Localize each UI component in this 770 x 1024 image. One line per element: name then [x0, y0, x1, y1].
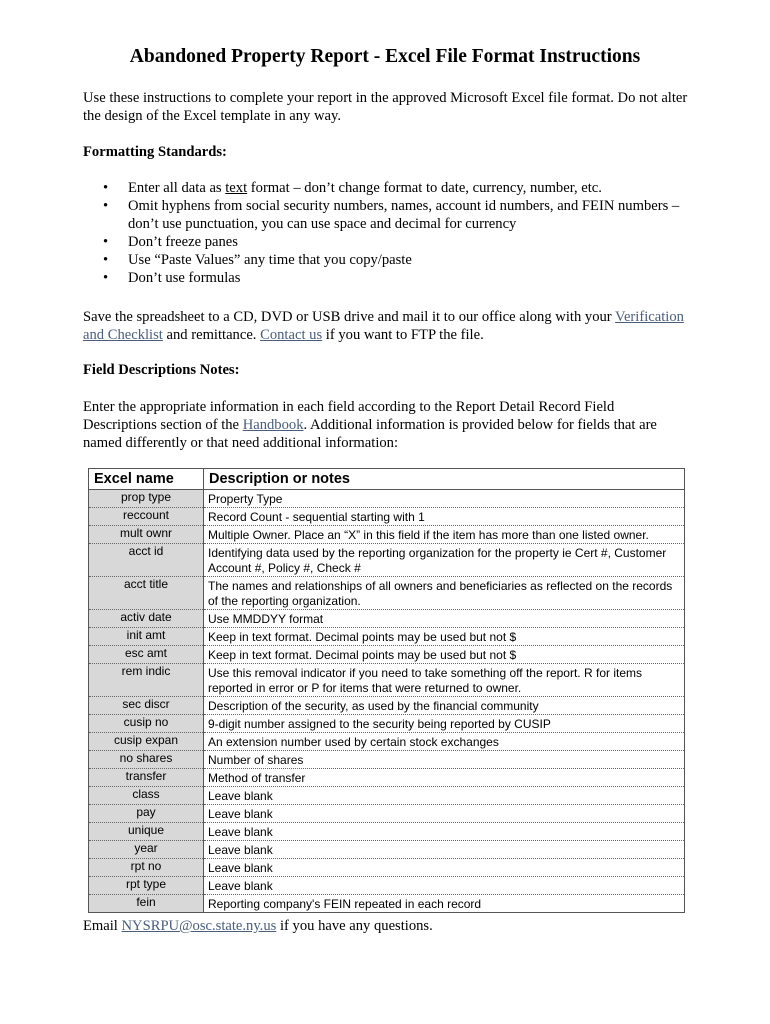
excel-name-cell: fein: [89, 895, 204, 913]
description-cell: Use this removal indicator if you need to take something off the report. R for items reported in error or P for items that were returned to owner.: [204, 664, 685, 697]
field-notes-paragraph: Enter the appropriate information in each field according to the Report Detail Record Field Descriptions section of the Handbook. Additional information is provided below for fields that are named differently or that need additional information:: [83, 399, 657, 451]
header-description: Description or notes: [204, 469, 685, 490]
verification-checklist-link[interactable]: Verification and Checklist: [83, 309, 684, 343]
excel-name-cell: pay: [89, 805, 204, 823]
description-cell: Identifying data used by the reporting organization for the property ie Cert #, Customer Account #, Policy #, Check #: [204, 544, 685, 577]
table-row: [89, 628, 685, 646]
description-cell: Reporting company's FEIN repeated in each record: [204, 895, 685, 913]
description-cell: Method of transfer: [204, 769, 685, 787]
table-row: [89, 733, 685, 751]
excel-name-cell: prop type: [89, 490, 204, 508]
table-row: [89, 769, 685, 787]
handbook-link[interactable]: Handbook: [242, 417, 304, 433]
table-row: [89, 697, 685, 715]
text-emphasis: text: [225, 180, 248, 196]
header-excel-name: Excel name: [89, 469, 204, 490]
excel-name-cell: rpt no: [89, 859, 204, 877]
description-cell: Multiple Owner. Place an “X” in this field if the item has more than one listed owner.: [204, 526, 685, 544]
excel-name-cell: unique: [89, 823, 204, 841]
description-cell: Description of the security, as used by the financial community: [204, 697, 685, 715]
page-title: Abandoned Property Report - Excel File Format Instructions: [129, 46, 641, 67]
description-cell: Leave blank: [204, 859, 685, 877]
description-cell: Leave blank: [204, 877, 685, 895]
table-row: [89, 895, 685, 913]
list-item: • Use “Paste Values” any time that you copy/paste: [83, 251, 683, 269]
table-row: [89, 859, 685, 877]
excel-name-cell: year: [89, 841, 204, 859]
table-row: [89, 805, 685, 823]
description-cell: Use MMDDYY format: [204, 610, 685, 628]
excel-name-cell: transfer: [89, 769, 204, 787]
excel-name-cell: reccount: [89, 508, 204, 526]
description-cell: Leave blank: [204, 787, 685, 805]
formatting-heading: Formatting Standards:: [83, 144, 227, 160]
contact-us-link[interactable]: Contact us: [260, 327, 323, 343]
table-header-row: [89, 469, 685, 490]
description-cell: Leave blank: [204, 805, 685, 823]
field-descriptions-table: [88, 468, 685, 913]
table-row: [89, 664, 685, 697]
excel-name-cell: rpt type: [89, 877, 204, 895]
table-row: [89, 751, 685, 769]
description-cell: Leave blank: [204, 823, 685, 841]
excel-name-cell: acct id: [89, 544, 204, 577]
save-paragraph: Save the spreadsheet to a CD, DVD or USB drive and mail it to our office along with your Verification and Checklist and remittance. Contact us if you want to FTP the file.: [83, 309, 684, 343]
excel-name-cell: mult ownr: [89, 526, 204, 544]
description-cell: An extension number used by certain stock exchanges: [204, 733, 685, 751]
excel-name-cell: activ date: [89, 610, 204, 628]
excel-name-cell: class: [89, 787, 204, 805]
excel-name-cell: rem indic: [89, 664, 204, 697]
table-row: [89, 823, 685, 841]
table-row: [89, 715, 685, 733]
list-item: • Omit hyphens from social security numbers, names, account id numbers, and FEIN numbers – don’t use punctuation, you can use space and decimal for currency: [83, 197, 683, 233]
description-cell: Number of shares: [204, 751, 685, 769]
excel-name-cell: cusip expan: [89, 733, 204, 751]
table-row: [89, 610, 685, 628]
description-cell: The names and relationships of all owners and beneficiaries as reflected on the records of the reporting organization.: [204, 577, 685, 610]
intro-paragraph: Use these instructions to complete your report in the approved Microsoft Excel file format. Do not alter the design of the Excel template in any way.: [83, 90, 688, 124]
excel-name-cell: init amt: [89, 628, 204, 646]
excel-name-cell: no shares: [89, 751, 204, 769]
email-line: Email NYSRPU@osc.state.ny.us if you have any questions.: [83, 918, 433, 934]
excel-name-cell: esc amt: [89, 646, 204, 664]
description-cell: 9-digit number assigned to the security being reported by CUSIP: [204, 715, 685, 733]
table-row: [89, 646, 685, 664]
list-item: • Don’t use formulas: [83, 269, 683, 287]
table-row: [89, 877, 685, 895]
excel-name-cell: cusip no: [89, 715, 204, 733]
table-row: [89, 508, 685, 526]
email-link[interactable]: NYSRPU@osc.state.ny.us: [121, 918, 277, 934]
description-cell: Keep in text format. Decimal points may be used but not $: [204, 646, 685, 664]
description-cell: Leave blank: [204, 841, 685, 859]
description-cell: Property Type: [204, 490, 685, 508]
list-item: • Enter all data as text format – don’t change format to date, currency, number, etc.: [83, 179, 683, 197]
list-item: • Don’t freeze panes: [83, 233, 683, 251]
table-row: [89, 526, 685, 544]
formatting-list: [83, 179, 683, 287]
table-row: [89, 787, 685, 805]
description-cell: Keep in text format. Decimal points may be used but not $: [204, 628, 685, 646]
table-row: [89, 544, 685, 577]
description-cell: Record Count - sequential starting with 1: [204, 508, 685, 526]
table-row: [89, 841, 685, 859]
excel-name-cell: sec discr: [89, 697, 204, 715]
field-notes-heading: Field Descriptions Notes:: [83, 362, 240, 378]
excel-name-cell: acct title: [89, 577, 204, 610]
table-row: [89, 577, 685, 610]
table-row: [89, 490, 685, 508]
table-body: [89, 490, 685, 913]
